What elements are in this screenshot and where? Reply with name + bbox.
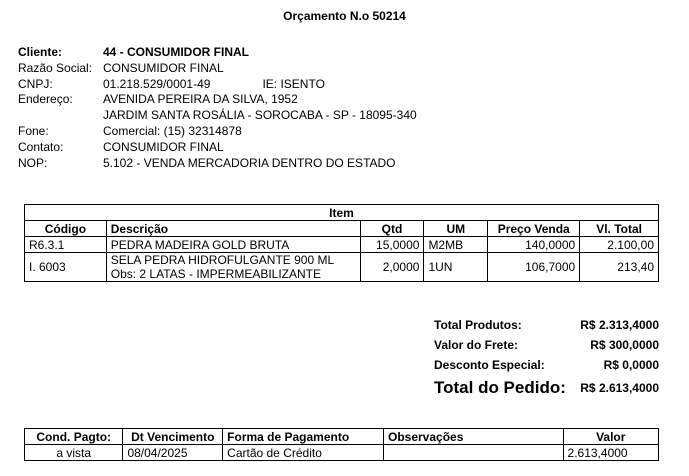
desconto-label: Desconto Especial: [434, 358, 545, 372]
col-preco: Preço Venda [488, 221, 580, 237]
cnpj-row [18, 77, 417, 93]
item-descricao: PEDRA MADEIRA GOLD BRUTA [106, 237, 360, 253]
fone-row [18, 124, 417, 140]
pay-vencimento: 08/04/2025 [123, 445, 223, 461]
item-total: 213,40 [580, 253, 659, 282]
desconto-row [434, 355, 659, 375]
col-cond-pagto: Cond. Pagto: [25, 429, 123, 445]
endereco-row [18, 92, 417, 108]
col-forma-pagamento: Forma de Pagamento [223, 429, 384, 445]
ie-value: IE: ISENTO [262, 76, 325, 91]
contato-label: Contato: [18, 139, 64, 154]
total-produtos-row [434, 315, 659, 335]
client-row [18, 45, 417, 61]
valor-frete-label: Valor do Frete: [434, 338, 519, 352]
table-row [25, 445, 659, 461]
items-caption: Item [25, 205, 659, 221]
item-preco: 140,0000 [488, 237, 580, 253]
col-vencimento: Dt Vencimento [123, 429, 223, 445]
table-row [25, 253, 659, 282]
valor-frete-value: R$ 300,0000 [590, 338, 659, 352]
razao-label: Razão Social: [18, 60, 93, 75]
nop-label: NOP: [18, 155, 48, 170]
razao-value: CONSUMIDOR FINAL [103, 60, 224, 75]
item-descricao: SELA PEDRA HIDROFULGANTE 900 ML [110, 253, 335, 267]
total-produtos-value: R$ 2.313,4000 [580, 318, 659, 332]
total-pedido-value: R$ 2.613,4000 [580, 381, 659, 395]
item-um: M2MB [424, 237, 488, 253]
fone-label: Fone: [18, 123, 49, 138]
col-total: Vl. Total [580, 221, 659, 237]
item-descricao-cell [106, 253, 360, 282]
col-descricao: Descrição [106, 221, 360, 237]
document-title: Orçamento N.o 50214 [283, 9, 406, 23]
razao-row [18, 61, 417, 77]
pay-obs [384, 445, 564, 461]
table-row [25, 237, 659, 253]
fone-value: Comercial: (15) 32314878 [103, 123, 242, 138]
valor-frete-row [434, 335, 659, 355]
total-produtos-label: Total Produtos: [434, 318, 522, 332]
total-pedido-row [434, 375, 659, 401]
item-um: 1UN [424, 253, 488, 282]
endereco-row-2 [18, 108, 417, 124]
endereco-line1: AVENIDA PEREIRA DA SILVA, 1952 [103, 92, 298, 107]
endereco-label: Endereço: [18, 92, 73, 107]
item-preco: 106,7000 [488, 253, 580, 282]
desconto-value: R$ 0,0000 [603, 358, 659, 372]
totals-block [434, 315, 659, 401]
pay-forma: Cartão de Crédito [223, 445, 384, 461]
nop-value: 5.102 - VENDA MERCADORIA DENTRO DO ESTADO [103, 155, 396, 170]
col-valor: Valor [563, 429, 658, 445]
cliente-value: 44 - CONSUMIDOR FINAL [103, 45, 250, 59]
item-codigo: R6.3.1 [25, 237, 107, 253]
payment-table [24, 428, 659, 461]
col-um: UM [424, 221, 488, 237]
pay-cond: a vista [25, 445, 123, 461]
item-obs: Obs: 2 LATAS - IMPERMEABILIZANTE [110, 267, 322, 281]
item-codigo: I. 6003 [25, 253, 107, 282]
cnpj-value: 01.218.529/0001-49 [103, 76, 211, 91]
cliente-label: Cliente: [18, 45, 63, 59]
contato-row [18, 140, 417, 156]
items-table [24, 204, 659, 282]
item-qtd: 2,0000 [360, 253, 424, 282]
endereco-line2: JARDIM SANTA ROSÁLIA - SOROCABA - SP - 18095-340 [103, 108, 417, 123]
item-qtd: 15,0000 [360, 237, 424, 253]
contato-value: CONSUMIDOR FINAL [103, 139, 224, 154]
cnpj-label: CNPJ: [18, 76, 53, 91]
col-observacoes: Observações [384, 429, 564, 445]
pay-valor: 2.613,4000 [563, 445, 658, 461]
col-qtd: Qtd [360, 221, 424, 237]
client-info [18, 45, 417, 171]
col-codigo: Código [25, 221, 107, 237]
item-total: 2.100,00 [580, 237, 659, 253]
nop-row [18, 156, 417, 172]
total-pedido-label: Total do Pedido: [434, 378, 566, 397]
